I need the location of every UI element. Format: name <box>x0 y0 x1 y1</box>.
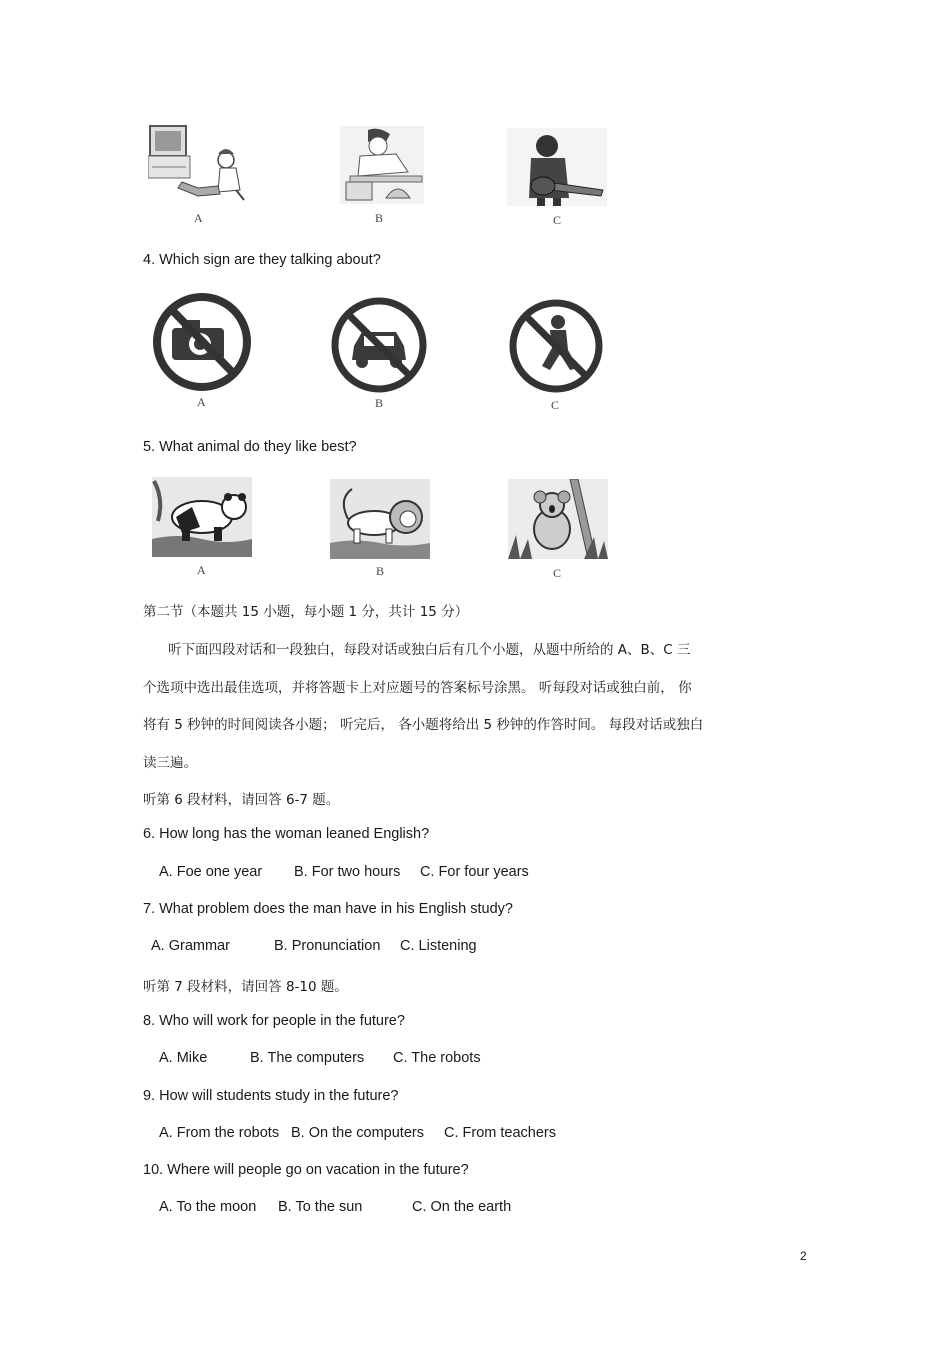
instructions-line-3: 将有 5 秒钟的时间阅读各小题； 听完后， 各小题将给出 5 秒钟的作答时间。 每段对话或独白 <box>143 717 704 733</box>
q10-option-c: C. On the earth <box>412 1199 512 1215</box>
q6-question: 6. How long has the woman leaned English? <box>143 826 430 842</box>
q10-question: 10. Where will people go on vacation in the future? <box>143 1162 469 1178</box>
q3-image-c-man-playing-guitar <box>507 128 607 208</box>
q4-question: 4. Which sign are they talking about? <box>143 252 381 268</box>
q8-option-b: B. The computers <box>250 1050 365 1066</box>
q7-option-a: A. Grammar <box>151 938 230 954</box>
q6-option-c: C. For four years <box>420 864 529 880</box>
q4-option-a-label: A <box>197 395 206 409</box>
q10-option-a: A. To the moon <box>159 1199 257 1215</box>
q8-question: 8. Who will work for people in the future? <box>143 1013 405 1029</box>
q3-option-a-label: A <box>194 211 203 225</box>
q3-option-b-label: B <box>375 211 384 225</box>
q6-option-b: B. For two hours <box>294 864 401 880</box>
q3-option-c-label: C <box>553 213 562 227</box>
q8-option-c: C. The robots <box>393 1050 481 1066</box>
q3-image-a-boy-watching-tv <box>148 124 248 206</box>
q9-option-c: C. From teachers <box>444 1125 556 1141</box>
q5-option-a-label: A <box>197 563 206 577</box>
page-number: 2 <box>800 1249 807 1263</box>
q5-koala-image <box>508 479 608 559</box>
q5-question: 5. What animal do they like best? <box>143 439 357 455</box>
q4-option-b-label: B <box>375 396 384 410</box>
q8-option-a: A. Mike <box>159 1050 208 1066</box>
material-7-label: 听第 7 段材料，请回答 8-10 题。 <box>143 979 348 995</box>
instructions-line-4: 读三遍。 <box>143 755 197 771</box>
q5-option-b-label: B <box>376 564 385 578</box>
material-6-label: 听第 6 段材料，请回答 6-7 题。 <box>143 792 340 808</box>
section2-heading: 第二节（本题共 15 小题，每小题 1 分，共计 15 分） <box>143 604 469 620</box>
q9-option-a: A. From the robots <box>159 1125 280 1141</box>
q5-option-c-label: C <box>553 566 562 580</box>
q4-no-camera-sign <box>152 292 252 392</box>
q7-question: 7. What problem does the man have in his English study? <box>143 901 513 917</box>
q3-image-b-boy-writing <box>340 126 424 206</box>
instructions-line-1: 听下面四段对话和一段独白，每段对话或独白后有几个小题，从题中所给的 A、B、C 三 <box>168 642 691 658</box>
q9-question: 9. How will students study in the future? <box>143 1088 399 1104</box>
q4-no-crossing-sign <box>508 298 604 394</box>
q4-option-c-label: C <box>551 398 560 412</box>
q5-panda-image <box>152 477 252 557</box>
q10-option-b: B. To the sun <box>278 1199 363 1215</box>
q9-option-b: B. On the computers <box>291 1125 424 1141</box>
instructions-line-2: 个选项中选出最佳选项，并将答题卡上对应题号的答案标号涂黑。 听每段对话或独白前， 你 <box>143 680 692 696</box>
q4-no-cars-sign <box>330 296 428 394</box>
q7-option-c: C. Listening <box>400 938 477 954</box>
q6-option-a: A. Foe one year <box>159 864 263 880</box>
q5-lion-image <box>330 479 430 559</box>
q7-option-b: B. Pronunciation <box>274 938 381 954</box>
